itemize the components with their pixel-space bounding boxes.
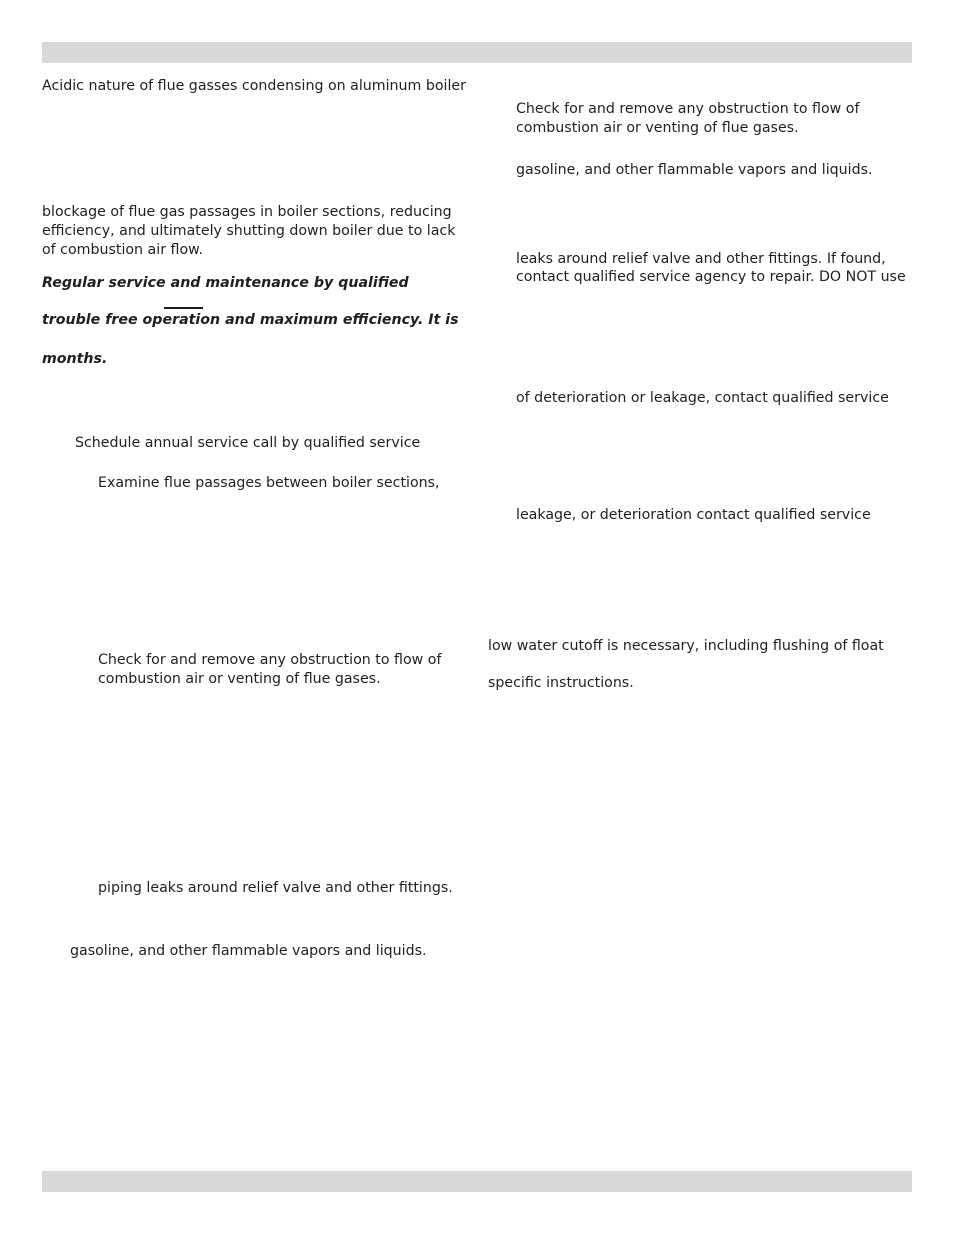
right-item-check-obstruction-line-2: combustion air or venting of flue gases. [516, 120, 799, 136]
list-item-check-obstruction-line-2: combustion air or venting of flue gases. [98, 671, 381, 687]
right-item-relief-valve-line-1: leaks around relief valve and other fittings. If found, [516, 251, 886, 267]
right-item-relief-valve-line-2: contact qualified service agency to repair. DO NOT use [516, 269, 906, 285]
emphasis-line-2: trouble free operation and maximum efficiency. It is [42, 312, 459, 328]
list-item-schedule-service: Schedule annual service call by qualified service [75, 435, 421, 451]
emphasis-line-3: months. [42, 351, 108, 367]
right-item-deterioration: of deterioration or leakage, contact qualified service [516, 390, 889, 406]
right-item-flammable: gasoline, and other flammable vapors and liquids. [516, 162, 873, 178]
underline-rule [164, 307, 203, 309]
footer-bar [42, 1171, 912, 1192]
paragraph-acidic: Acidic nature of flue gasses condensing on aluminum boiler [42, 78, 466, 94]
list-item-check-obstruction-line-1: Check for and remove any obstruction to flow of [98, 652, 442, 668]
right-item-low-water-cutoff-line-2: specific instructions. [488, 675, 634, 691]
paragraph-blockage-line-2: efficiency, and ultimately shutting down boiler due to lack [42, 223, 456, 239]
paragraph-blockage-line-1: blockage of flue gas passages in boiler sections, reducing [42, 204, 452, 220]
emphasis-line-1: Regular service and maintenance by qualified [42, 275, 409, 291]
right-item-low-water-cutoff-line-1: low water cutoff is necessary, including flushing of float [488, 638, 884, 654]
paragraph-blockage-line-3: of combustion air flow. [42, 242, 203, 258]
list-item-flammable: gasoline, and other flammable vapors and liquids. [70, 943, 427, 959]
header-bar [42, 42, 912, 63]
right-item-check-obstruction-line-1: Check for and remove any obstruction to flow of [516, 101, 860, 117]
right-item-leakage: leakage, or deterioration contact qualified service [516, 507, 871, 523]
list-item-piping-leaks: piping leaks around relief valve and other fittings. [98, 880, 453, 896]
list-item-examine-flue: Examine flue passages between boiler sections, [98, 475, 440, 491]
